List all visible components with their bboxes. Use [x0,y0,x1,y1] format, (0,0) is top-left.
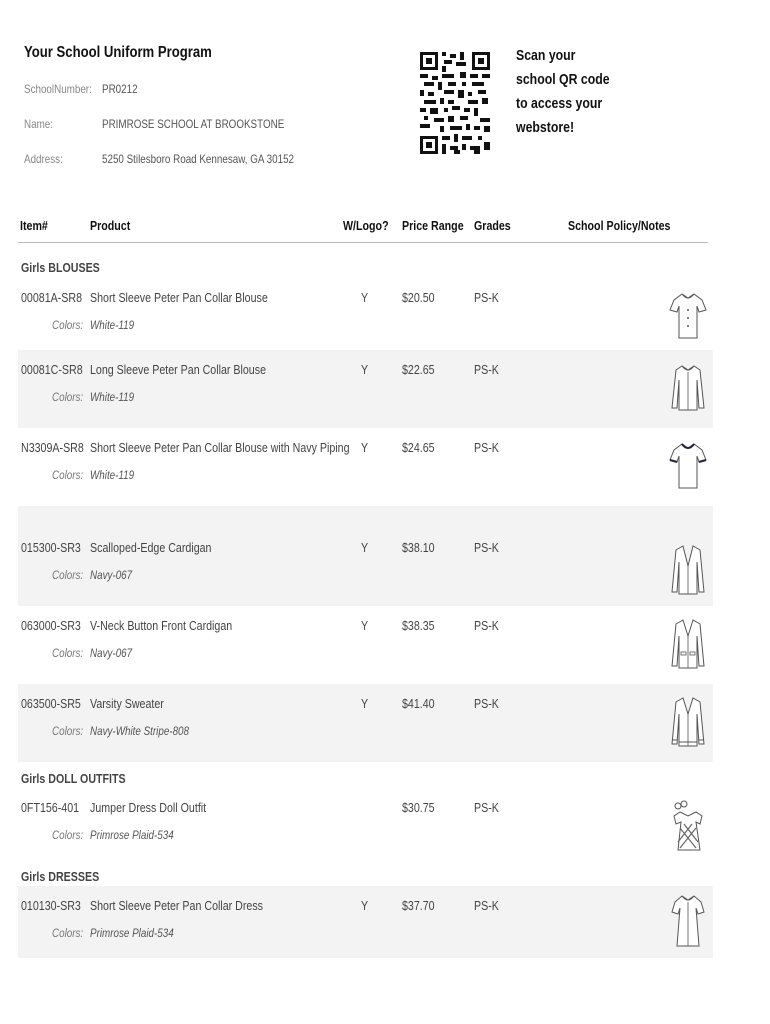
grades: PS-K [474,290,499,305]
item-number: 063000-SR3 [21,618,81,633]
item-number: N3309A-SR8 [21,440,84,455]
dress-icon[interactable] [668,892,708,948]
color-value: White-119 [90,468,135,482]
product-name: Short Sleeve Peter Pan Collar Blouse [90,290,268,305]
school-number-label: SchoolNumber: [24,82,92,96]
grades: PS-K [474,440,499,455]
page-title: Your School Uniform Program [24,44,212,61]
item-number: 0FT156-401 [21,800,80,815]
colors: Colors: Navy-067 [52,646,133,660]
color-value: Navy-067 [90,568,133,582]
product-name: Jumper Dress Doll Outfit [90,800,207,815]
color-value: Navy-067 [90,646,133,660]
vneck-cardigan-icon[interactable] [668,616,708,672]
table-row[interactable] [18,886,713,958]
logo-flag: Y [361,618,369,633]
logo-flag: Y [361,290,369,305]
product-name: Short Sleeve Peter Pan Collar Blouse with Navy Piping [90,440,350,455]
product-name: Varsity Sweater [90,696,164,711]
colors: Colors: White-119 [52,318,135,332]
grades: PS-K [474,618,499,633]
grades: PS-K [474,800,499,815]
price: $38.10 [402,540,435,555]
school-number-value: PR0212 [102,82,138,96]
category-heading: Girls DOLL OUTFITS [21,771,126,786]
product-name: Short Sleeve Peter Pan Collar Dress [90,898,264,913]
colors: Colors: Navy-067 [52,568,133,582]
colors: Colors: Primrose Plaid-534 [52,828,174,842]
table-header [18,218,708,243]
item-number: 00081A-SR8 [21,290,83,305]
grades: PS-K [474,696,499,711]
color-value: Navy-White Stripe-808 [90,724,189,738]
item-number: 063500-SR5 [21,696,81,711]
logo-flag: Y [361,540,369,555]
qr-prompt-line: school QR code [516,71,610,88]
price: $37.70 [402,898,435,913]
colors: Colors: White-119 [52,390,135,404]
qr-code-icon[interactable] [420,52,490,156]
qr-prompt-line: to access your [516,95,603,112]
qr-prompt-line: Scan your [516,47,576,64]
school-address-label: Address: [24,152,63,166]
colors: Colors: White-119 [52,468,135,482]
short-sleeve-blouse-icon[interactable] [668,288,708,344]
item-number: 015300-SR3 [21,540,81,555]
school-address-value: 5250 Stilesboro Road Kennesaw, GA 30152 [102,152,295,166]
logo-flag: Y [361,898,369,913]
price: $38.35 [402,618,435,633]
school-name-label: Name: [24,117,53,131]
grades: PS-K [474,362,499,377]
school-name-value: PRIMROSE SCHOOL AT BROOKSTONE [102,117,285,131]
category-heading: Girls BLOUSES [21,260,100,275]
qr-prompt-line: webstore! [516,119,575,136]
logo-flag: Y [361,440,369,455]
piped-blouse-icon[interactable] [668,438,708,494]
doll-outfit-icon[interactable] [668,798,708,854]
item-number: 00081C-SR8 [21,362,83,377]
col-product: Product [90,218,131,233]
logo-flag: Y [361,362,369,377]
price: $22.65 [402,362,435,377]
table-row[interactable] [18,506,713,606]
color-value: White-119 [90,318,135,332]
varsity-sweater-icon[interactable] [668,694,708,750]
logo-flag: Y [361,696,369,711]
product-name: Long Sleeve Peter Pan Collar Blouse [90,362,267,377]
qr-prompt [516,44,630,140]
grades: PS-K [474,540,499,555]
table-row[interactable] [18,788,713,866]
colors: Colors: Navy-White Stripe-808 [52,724,189,738]
col-grades: Grades [474,218,511,233]
color-value: Primrose Plaid-534 [90,926,174,940]
col-item: Item# [20,218,48,233]
long-sleeve-blouse-icon[interactable] [668,360,708,416]
table-row[interactable] [18,428,713,506]
item-number: 010130-SR3 [21,898,81,913]
grades: PS-K [474,898,499,913]
col-price: Price Range [402,218,464,233]
price: $20.50 [402,290,435,305]
price: $24.65 [402,440,435,455]
price: $30.75 [402,800,435,815]
col-logo: W/Logo? [343,218,389,233]
color-value: White-119 [90,390,135,404]
table-row[interactable] [18,350,713,428]
color-value: Primrose Plaid-534 [90,828,174,842]
product-name: Scalloped-Edge Cardigan [90,540,212,555]
product-name: V-Neck Button Front Cardigan [90,618,233,633]
colors: Colors: Primrose Plaid-534 [52,926,174,940]
price: $41.40 [402,696,435,711]
table-row[interactable] [18,606,713,684]
table-row[interactable] [18,684,713,762]
col-notes: School Policy/Notes [568,218,671,233]
category-heading: Girls DRESSES [21,869,100,884]
cardigan-icon[interactable] [668,542,708,598]
table-row[interactable] [18,278,713,356]
